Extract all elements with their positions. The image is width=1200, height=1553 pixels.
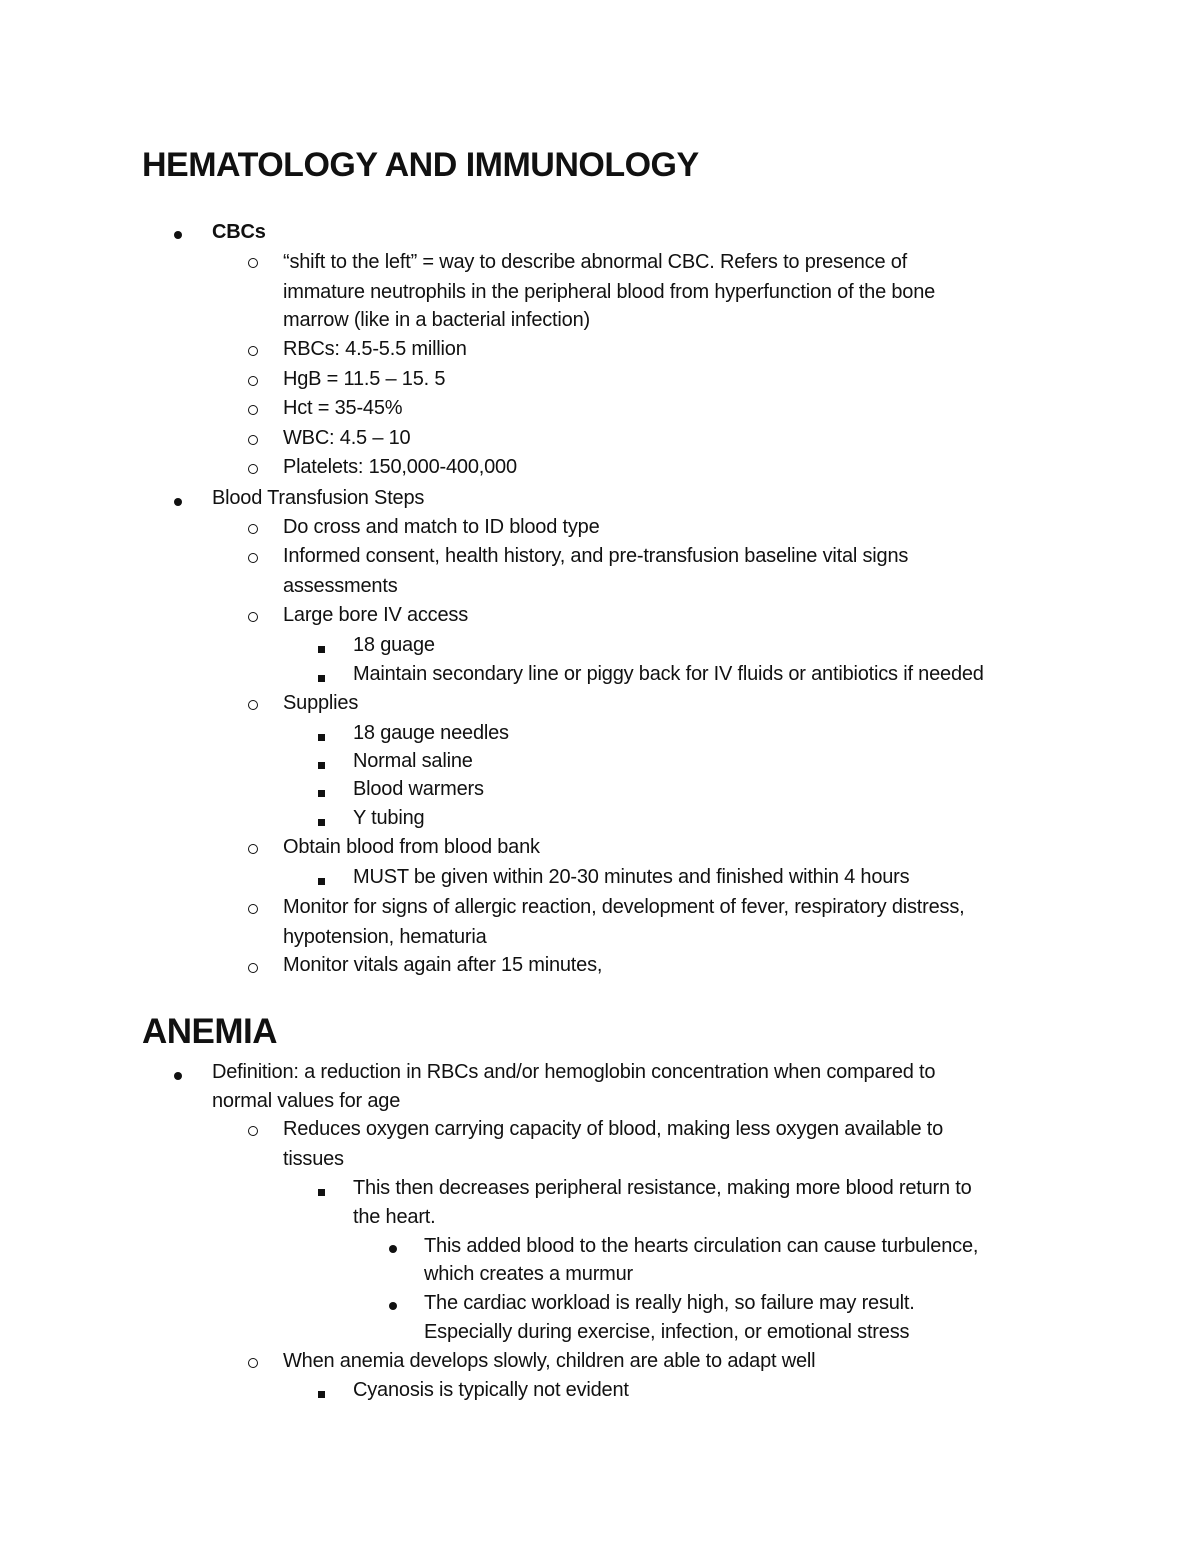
list-item: The cardiac workload is really high, so failure may result. [424, 1292, 915, 1314]
list-item: Obtain blood from blood bank [283, 836, 540, 858]
bullet-circle [248, 250, 258, 274]
section-title-anemia: ANEMIA [142, 1012, 278, 1051]
list-item: Normal saline [353, 750, 473, 772]
list-item: 18 gauge needles [353, 722, 509, 744]
section-title-hematology: HEMATOLOGY AND IMMUNOLOGY [142, 146, 699, 184]
cbc-heading: CBCs [212, 221, 266, 243]
bullet-circle [248, 836, 258, 860]
bullet-circle [248, 692, 258, 716]
bullet-square [318, 723, 325, 747]
list-item: immature neutrophils in the peripheral blood from hyperfunction of the bone [283, 281, 936, 303]
list-item: hypotension, hematuria [283, 926, 487, 948]
list-item: Maintain secondary line or piggy back for IV fluids or antibiotics if needed [353, 663, 984, 685]
bullet-square [318, 808, 325, 832]
bullet-square [318, 867, 325, 891]
bullet-circle [248, 545, 258, 569]
list-item: 18 guage [353, 634, 435, 656]
list-item: which creates a murmur [424, 1263, 633, 1285]
list-item: marrow (like in a bacterial infection) [283, 309, 590, 331]
bullet-circle [248, 368, 258, 392]
transfusion-heading: Blood Transfusion Steps [212, 487, 425, 509]
list-item: assessments [283, 575, 398, 597]
bullet-circle [248, 456, 258, 480]
bullet-circle [248, 397, 258, 421]
bullet-circle [248, 896, 258, 920]
bullet-circle [248, 427, 258, 451]
list-item: This then decreases peripheral resistance, making more blood return to [353, 1177, 972, 1199]
list-item: This added blood to the hearts circulation can cause turbulence, [424, 1235, 979, 1257]
list-item: When anemia develops slowly, children are able to adapt well [283, 1350, 816, 1372]
list-item: Large bore IV access [283, 604, 468, 626]
bullet-circle [248, 338, 258, 362]
list-item: Platelets: 150,000-400,000 [283, 456, 517, 478]
bullet-dot [389, 1235, 397, 1259]
bullet-circle [248, 1118, 258, 1142]
bullet-square [318, 751, 325, 775]
list-item: the heart. [353, 1206, 436, 1228]
bullet-square [318, 664, 325, 688]
list-item: Hct = 35-45% [283, 397, 403, 419]
bullet-circle [248, 516, 258, 540]
list-item: “shift to the left” = way to describe abnormal CBC. Refers to presence of [283, 251, 908, 273]
list-item: Monitor for signs of allergic reaction, development of fever, respiratory distress, [283, 896, 965, 918]
list-item: Y tubing [353, 807, 425, 829]
list-item: Reduces oxygen carrying capacity of blood, making less oxygen available to [283, 1118, 944, 1140]
list-item: Supplies [283, 692, 359, 714]
bullet-square [318, 779, 325, 803]
list-item: normal values for age [212, 1090, 401, 1112]
bullet-dot [174, 488, 182, 512]
list-item: RBCs: 4.5-5.5 million [283, 338, 467, 360]
list-item: Do cross and match to ID blood type [283, 516, 600, 538]
bullet-circle [248, 955, 258, 979]
list-item: HgB = 11.5 – 15. 5 [283, 368, 446, 390]
bullet-dot [174, 1062, 182, 1086]
bullet-dot [174, 221, 182, 245]
list-item: MUST be given within 20-30 minutes and finished within 4 hours [353, 866, 910, 888]
bullet-circle [248, 1350, 258, 1374]
list-item: Cyanosis is typically not evident [353, 1379, 629, 1401]
list-item: Blood warmers [353, 778, 484, 800]
bullet-dot [389, 1292, 397, 1316]
list-item: Informed consent, health history, and pre-transfusion baseline vital signs [283, 545, 909, 567]
bullet-square [318, 635, 325, 659]
list-item: Monitor vitals again after 15 minutes, [283, 954, 603, 976]
list-item: Definition: a reduction in RBCs and/or hemoglobin concentration when compared to [212, 1061, 936, 1083]
list-item: tissues [283, 1148, 344, 1170]
bullet-circle [248, 604, 258, 628]
list-item: Especially during exercise, infection, or emotional stress [424, 1321, 910, 1343]
bullet-square [318, 1178, 325, 1202]
list-item: WBC: 4.5 – 10 [283, 427, 411, 449]
bullet-square [318, 1380, 325, 1404]
